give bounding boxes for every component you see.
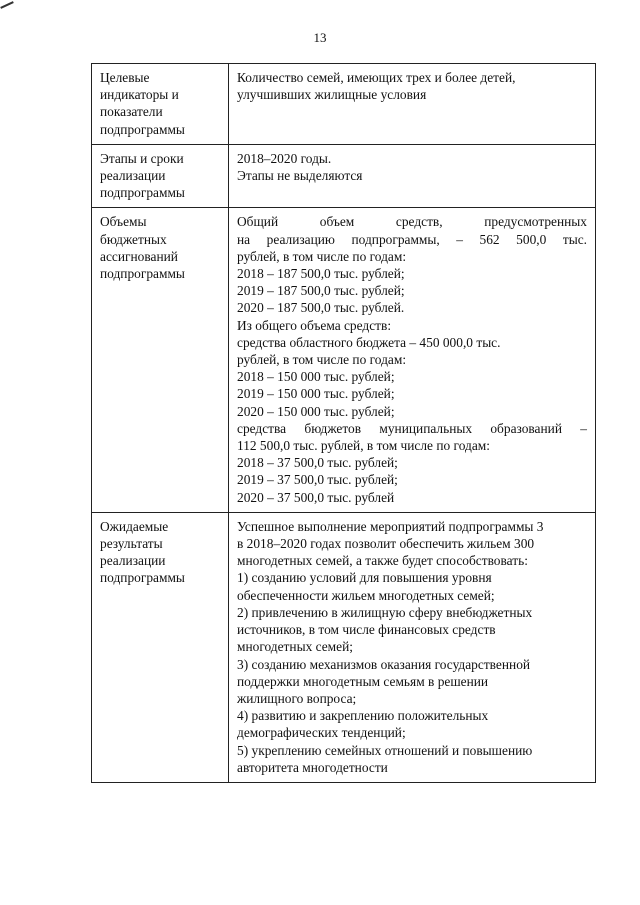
results-item-line: 3) созданию механизмов оказания государственной <box>237 656 531 672</box>
results-item-line: источников, в том числе финансовых средств <box>237 622 496 638</box>
funding-value-line: 2020 – 150 000 тыс. рублей; <box>237 403 395 419</box>
indicators-label-line: индикаторы и <box>100 87 179 103</box>
funding-value-line: 112 500,0 тыс. рублей, в том числе по годам: <box>237 438 490 454</box>
funding-value-line: Из общего объема средств: <box>237 317 392 333</box>
funding-label-line: Объемы <box>100 214 147 230</box>
indicators-value-line: Количество семей, имеющих трех и более детей, <box>237 70 516 85</box>
subprogram-passport-table <box>91 63 596 783</box>
results-intro-line: многодетных семей, а также будет способствовать: <box>237 553 528 569</box>
funding-label-line: бюджетных <box>100 231 167 247</box>
indicators-label-line: Целевые <box>100 70 150 85</box>
indicators-label-line: показатели <box>100 104 163 120</box>
table-row-results <box>92 512 596 782</box>
funding-value-line: рублей, в том числе по годам: <box>237 248 407 264</box>
results-intro-line: Успешное выполнение мероприятий подпрограммы 3 <box>237 518 544 534</box>
funding-value-line: 2019 – 187 500,0 тыс. рублей; <box>237 283 405 299</box>
results-item-line: 2) привлечению в жилищную сферу внебюджетных <box>237 604 533 620</box>
funding-label-line: подпрограммы <box>100 266 185 282</box>
results-item-line: 1) созданию условий для повышения уровня <box>237 570 492 586</box>
funding-value-line: средства областного бюджета – 450 000,0 тыс. <box>237 334 501 350</box>
stages-label-cell <box>92 144 229 208</box>
results-item-line: жилищного вопроса; <box>237 690 357 706</box>
funding-value-line: 2019 – 37 500,0 тыс. рублей; <box>237 472 398 488</box>
results-item-line: 4) развитию и закреплению положительных <box>237 708 489 724</box>
indicators-value-cell <box>229 64 596 145</box>
funding-label-cell <box>92 208 229 512</box>
funding-value-line: на реализацию подпрограммы, – 562 500,0 тыс. <box>237 231 587 247</box>
funding-value-line: 2020 – 187 500,0 тыс. рублей. <box>237 300 405 316</box>
funding-value-line: Общий объем средств, предусмотренных <box>237 214 587 230</box>
funding-value-line: 2018 – 37 500,0 тыс. рублей; <box>237 455 398 471</box>
stages-label-line: подпрограммы <box>100 185 185 201</box>
funding-value-line: 2019 – 150 000 тыс. рублей; <box>237 386 395 402</box>
stages-value-line: Этапы не выделяются <box>237 168 363 184</box>
results-item-line: поддержки многодетным семьям в решении <box>237 673 489 689</box>
funding-value-line: средства бюджетов муниципальных образований – <box>237 420 587 436</box>
results-item-line: обеспеченности жильем многодетных семей; <box>237 587 495 603</box>
indicators-label-cell <box>92 64 229 145</box>
stages-label-line: реализации <box>100 168 166 184</box>
results-item-line: 5) укреплению семейных отношений и повышению <box>237 742 533 758</box>
results-label-line: результаты <box>100 536 163 552</box>
table-row-funding <box>92 208 596 512</box>
results-item-line: демографических тенденций; <box>237 725 406 741</box>
results-label-cell <box>92 512 229 782</box>
scan-artifact-mark <box>0 1 14 9</box>
funding-label-line: ассигнований <box>100 248 178 264</box>
stages-value-cell <box>229 144 596 208</box>
table-row-indicators <box>92 64 596 145</box>
table-row-stages <box>92 144 596 208</box>
results-value-cell <box>229 512 596 782</box>
funding-value-cell <box>229 208 596 512</box>
results-intro-line: в 2018–2020 годах позволит обеспечить жильем 300 <box>237 536 535 552</box>
stages-label-line: Этапы и сроки <box>100 150 184 166</box>
funding-value-line: рублей, в том числе по годам: <box>237 352 407 368</box>
results-label-line: подпрограммы <box>100 570 185 586</box>
results-label-line: реализации <box>100 553 166 569</box>
indicators-label-line: подпрограммы <box>100 121 185 137</box>
results-item-line: авторитета многодетности <box>237 759 388 775</box>
results-label-line: Ожидаемые <box>100 518 169 534</box>
funding-value-line: 2020 – 37 500,0 тыс. рублей <box>237 489 395 505</box>
results-item-line: многодетных семей; <box>237 639 353 655</box>
page-number: 13 <box>313 30 327 45</box>
funding-value-line: 2018 – 150 000 тыс. рублей; <box>237 369 395 385</box>
indicators-value-line: улучшивших жилищные условия <box>237 87 427 103</box>
funding-value-line: 2018 – 187 500,0 тыс. рублей; <box>237 266 405 282</box>
stages-value-line: 2018–2020 годы. <box>237 150 332 166</box>
